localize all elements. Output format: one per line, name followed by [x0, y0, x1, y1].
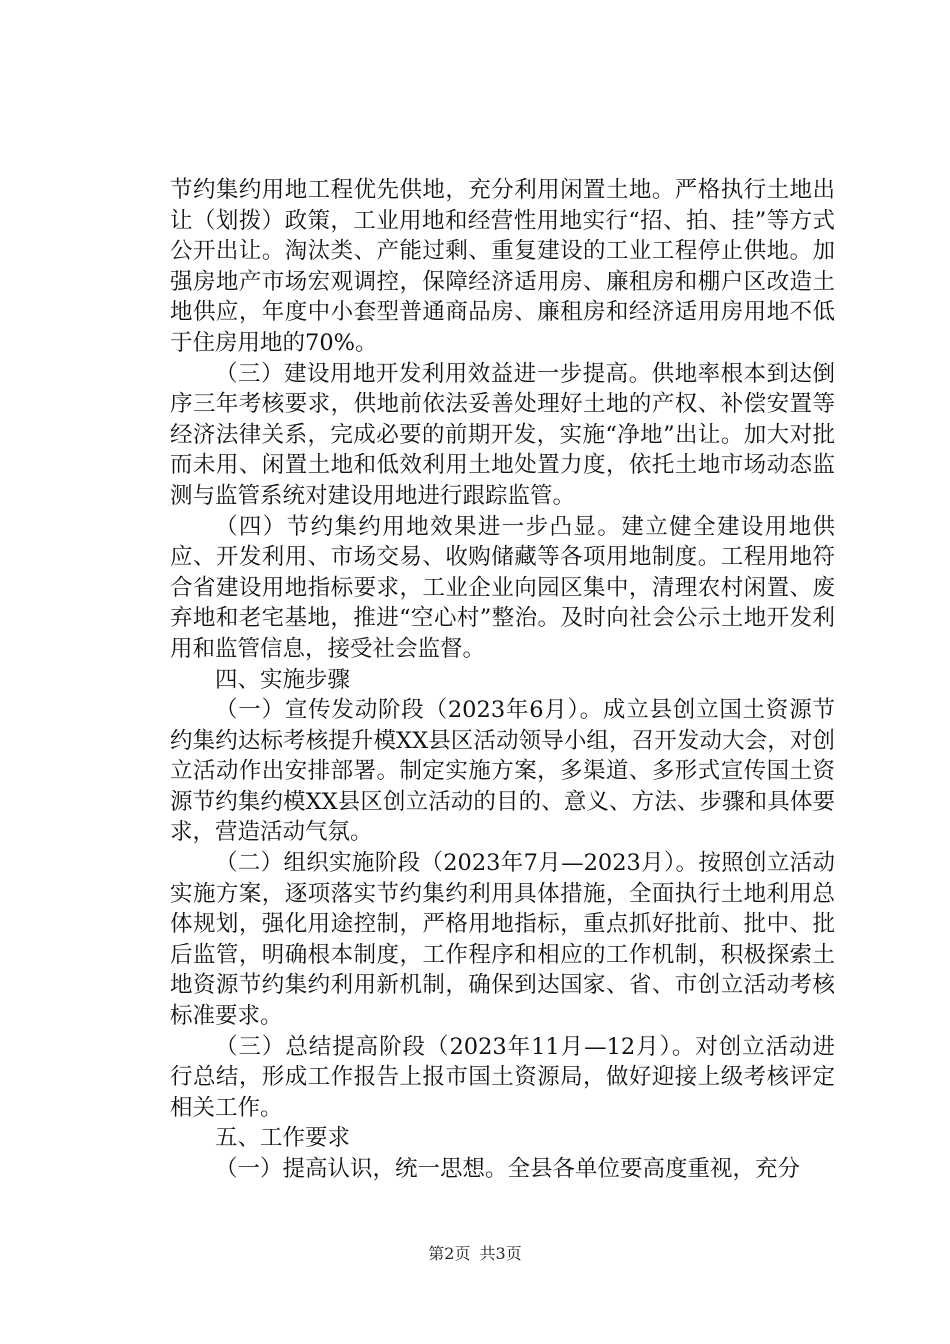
paragraph: （四）节约集约用地效果进一步凸显。建立健全建设用地供应、开发利用、市场交易、收购储藏等各项用地制度。工程用地符合省建设用地指标要求，工业企业向园区集中，清理农村闲置、废弃地和老宅基地，推进“空心村”整治。及时向社会公示土地开发利用和监管信息，接受社会监督。 — [170, 513, 835, 662]
paragraph: （三）总结提高阶段（2023年11月—12月）。对创立活动进行总结，形成工作报告上报市国土资源局，做好迎接上级考核评定相关工作。 — [170, 1033, 835, 1121]
page-footer — [0, 1241, 950, 1264]
paragraph: （二）组织实施阶段（2023年7月—2023月）。按照创立活动实施方案，逐项落实节约集约利用具体措施，全面执行土地利用总体规划，强化用途控制，严格用地指标，重点抓好批前、批中、批后监管，明确根本制度，工作程序和相应的工作机制，积极探索土地资源节约集约利用新机制，确保到达国家、省、市创立活动考核标准要求。 — [170, 850, 835, 1030]
paragraph: 节约集约用地工程优先供地，充分利用闲置土地。严格执行土地出让（划拨）政策，工业用地和经营性用地实行“招、拍、挂”等方式公开出让。淘汰类、产能过剩、重复建设的工业工程停止供地。加强房地产市场宏观调控，保障经济适用房、廉租房和棚户区改造土地供应，年度中小套型普通商品房、廉租房和经济适用房用地不低于住房用地的70%。 — [170, 177, 835, 356]
page-total: 共3页 — [479, 1244, 522, 1263]
paragraph: （一）宣传发动阶段（2023年6月）。成立县创立国土资源节约集约达标考核提升模XX县区活动领导小组，召开发动大会，对创立活动作出安排部署。制定实施方案，多渠道、多形式宣传国土资源节约集约模XX县区创立活动的目的、意义、方法、步骤和具体要求，营造活动气氛。 — [170, 697, 835, 846]
document-body — [170, 175, 835, 1185]
section-heading: 四、实施步骤 — [215, 666, 351, 693]
paragraph: （一）提高认识，统一思想。全县各单位要高度重视，充分 — [215, 1156, 801, 1182]
section-heading: 五、工作要求 — [215, 1125, 351, 1152]
page-number: 第2页 — [428, 1244, 471, 1263]
paragraph: （三）建设用地开发利用效益进一步提高。供地率根本到达倒序三年考核要求，供地前依法妥善处理好土地的产权、补偿安置等经济法律关系，完成必要的前期开发，实施“净地”出让。加大对批而未用、闲置土地和低效利用土地处置力度，依托土地市场动态监测与监管系统对建设用地进行跟踪监管。 — [170, 360, 835, 509]
